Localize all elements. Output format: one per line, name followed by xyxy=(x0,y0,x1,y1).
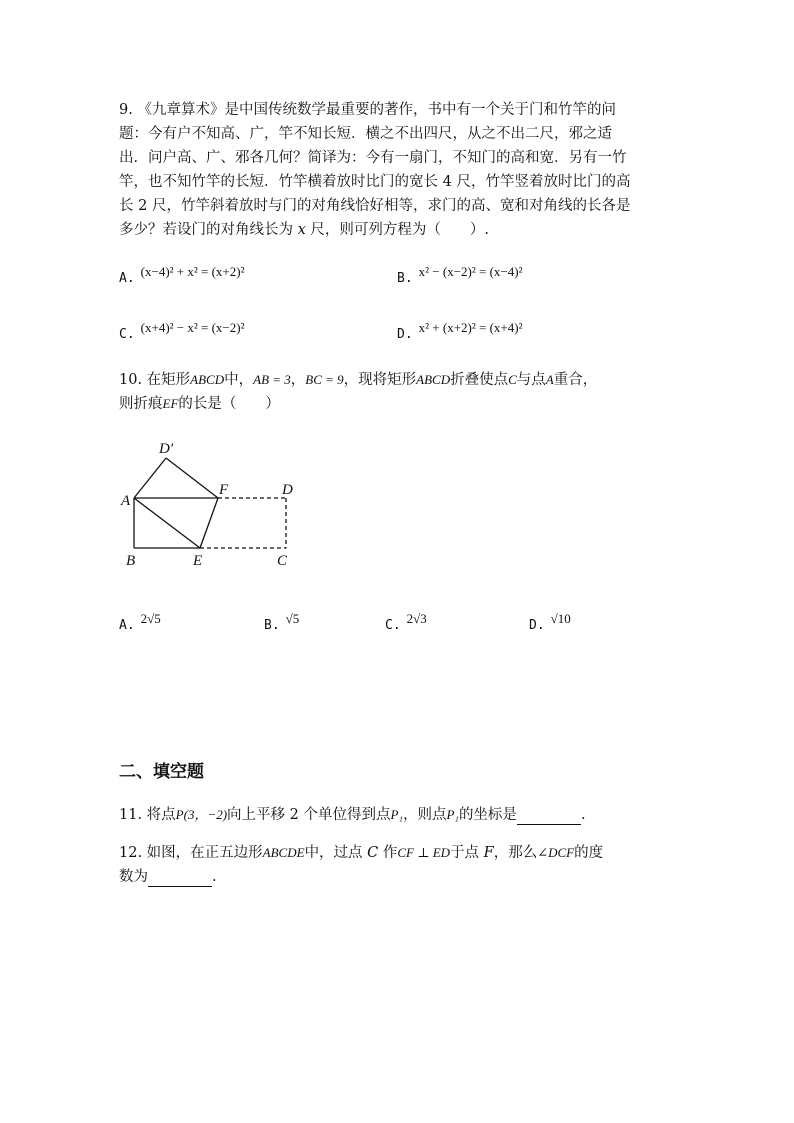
figure-label-c: C xyxy=(277,553,288,569)
q10-rect-name: ABCD xyxy=(416,372,451,387)
q10-option-a[interactable] xyxy=(119,611,161,634)
q9-option-c[interactable] xyxy=(119,320,245,343)
figure-label-a: A xyxy=(121,493,131,509)
q9-line-5: 长 2 尺，竹竿斜着放时与门的对角线恰好相等，求门的高、宽和对角线的长各是 xyxy=(119,198,631,214)
q12-answer-blank[interactable] xyxy=(148,872,212,887)
q12-text: 数为 xyxy=(119,869,148,885)
figure-edge-a-dprime xyxy=(134,458,166,498)
q10-option-d-label: D. xyxy=(529,618,545,633)
q10-option-d[interactable] xyxy=(529,611,571,634)
figure-edge-a-e xyxy=(134,498,200,548)
q11-text: ，则点 xyxy=(402,807,447,823)
q10-text: 中， xyxy=(224,372,254,388)
q12-text: 于点 xyxy=(450,845,484,861)
q10-point-a: A xyxy=(545,372,554,387)
q12-line-1 xyxy=(119,843,603,863)
q10-option-a-expr: 2√5 xyxy=(140,611,161,626)
q10-option-b[interactable] xyxy=(264,611,300,634)
q9-line-4: 竿，也不知竹竿的长短．竹竿横着放时比门的宽长 4 尺，竹竿竖着放时比门的高 xyxy=(119,174,631,190)
q10-bc-value: BC = 9 xyxy=(305,372,344,387)
q10-option-d-expr: √10 xyxy=(550,611,571,626)
q9-option-a-label: A. xyxy=(119,271,135,286)
q12-text: 12. 如图，在正五边形 xyxy=(119,845,263,861)
q9-option-b-label: B. xyxy=(397,271,413,286)
q12-text: . xyxy=(212,869,217,885)
q10-option-c[interactable] xyxy=(385,611,427,634)
q12-angle: ∠DCF xyxy=(537,845,575,860)
q9-last-post: 尺，则可列方程为（ ）. xyxy=(305,222,490,238)
q10-line-2 xyxy=(119,394,280,414)
figure-label-f: F xyxy=(219,482,229,498)
q9-option-b[interactable] xyxy=(397,264,523,287)
figure-edge-dprime-f xyxy=(166,458,218,498)
q9-line-1: 9. 《九章算术》是中国传统数学最重要的著作，书中有一个关于门和竹竿的问 xyxy=(119,102,616,118)
q9-last-pre: 多少？若设门的对角线长为 xyxy=(119,222,298,238)
q12-perpendicular: CF ⊥ ED xyxy=(397,845,451,860)
q10-text: 10. 在矩形 xyxy=(119,372,191,388)
q10-line-1 xyxy=(119,370,597,390)
figure-label-dprime: D′ xyxy=(159,441,174,457)
q9-option-a[interactable] xyxy=(119,264,245,287)
q9-option-d-label: D. xyxy=(397,327,413,342)
q10-option-a-label: A. xyxy=(119,618,135,633)
q12-text: 中，过点 xyxy=(304,845,368,861)
q11-text: 的坐标是 xyxy=(458,807,517,823)
q11-answer-blank[interactable] xyxy=(517,810,581,825)
q11-point-p1: P₁ xyxy=(390,807,403,822)
q10-text: 折叠使点 xyxy=(450,372,509,388)
q11-text: . xyxy=(580,807,586,823)
q9-option-d[interactable] xyxy=(397,320,523,343)
q9-option-d-expr: x² + (x+2)² = (x+4)² xyxy=(418,320,523,335)
q12-point-c: C xyxy=(367,845,379,861)
q11-line xyxy=(119,805,586,825)
q11-text: 11. 将点 xyxy=(119,807,176,823)
q10-rect-name: ABCD xyxy=(190,372,225,387)
q10-text: 与点 xyxy=(516,372,546,388)
q12-pentagon-name: ABCDE xyxy=(262,845,305,860)
q9-line-2: 题：今有户不知高、广，竿不知长短．横之不出四尺，从之不出二尺，邪之适 xyxy=(119,126,612,142)
q9-option-b-expr: x² − (x−2)² = (x−4)² xyxy=(418,264,523,279)
q12-point-f: F xyxy=(483,845,494,861)
q9-option-c-expr: (x+4)² − x² = (x−2)² xyxy=(140,320,245,335)
q9-line-3: 出．问户高、广、邪各几何？简译为：今有一扇门，不知门的高和宽．另有一竹 xyxy=(119,150,627,166)
figure-label-e: E xyxy=(193,553,203,569)
q10-text: ， xyxy=(290,372,306,388)
q10-option-c-expr: 2√3 xyxy=(406,611,427,626)
figure-label-b: B xyxy=(126,553,136,569)
q9-option-c-label: C. xyxy=(119,327,135,342)
q12-text: ，那么 xyxy=(493,845,538,861)
q12-text: 作 xyxy=(378,845,398,861)
q10-ab-value: AB = 3 xyxy=(253,372,291,387)
q11-point-p: P(3，−2) xyxy=(175,807,228,822)
q12-line-2 xyxy=(119,867,217,887)
q10-text: ，现将矩形 xyxy=(343,372,417,388)
q10-crease-name: EF xyxy=(162,396,179,411)
figure-edge-e-f xyxy=(200,498,218,548)
q11-point-p1: P₁ xyxy=(446,807,459,822)
q10-text: 则折痕 xyxy=(119,396,163,412)
q11-text: 向上平移 2 个单位得到点 xyxy=(227,807,391,823)
section-heading: 二、填空题 xyxy=(119,762,204,782)
figure-label-d: D xyxy=(282,482,293,498)
q10-option-b-expr: √5 xyxy=(285,611,300,626)
q10-text: 的长是（ ） xyxy=(178,396,280,412)
q12-text: 的度 xyxy=(574,845,604,861)
q10-option-c-label: C. xyxy=(385,618,401,633)
q10-option-b-label: B. xyxy=(264,618,280,633)
q9-var-x: x xyxy=(297,222,306,238)
q9-line-6 xyxy=(119,220,489,240)
q9-option-a-expr: (x−4)² + x² = (x+2)² xyxy=(140,264,245,279)
q10-text: 重合， xyxy=(553,372,598,388)
q10-point-c: C xyxy=(508,372,517,387)
